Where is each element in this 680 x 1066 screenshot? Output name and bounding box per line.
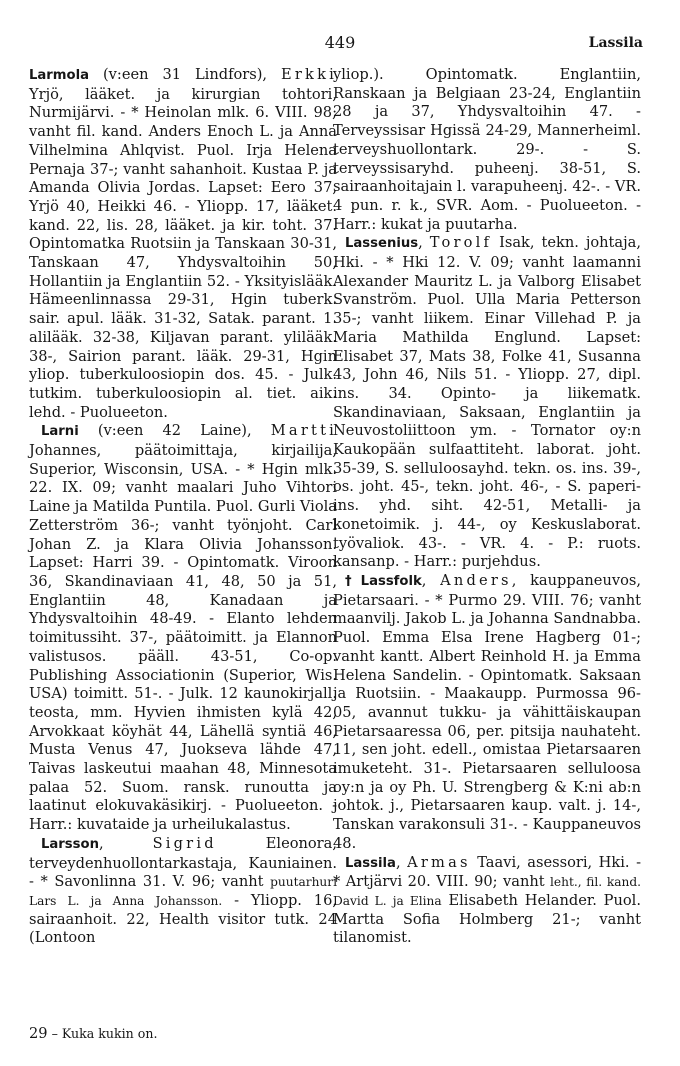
entry-text: yliop.). Opintomatk. Englantiin, Ranskaan ja Belgiaan 23-24, Englantiin 28 ja 37, Yhdysvaltoihin 47. - Terveyssisar Hgissä 24-29, Mannerheiml. terveyshuollontark. 29-. - S. terveyssisaryhd. puheenj. 38-51, S. sairaanhoitajain l. varapuheenj. 42-. - VR. 4 pun. r. k., SVR. Aom. - Puolueeton. - Harr.: kukat ja puutarha. [333, 66, 641, 233]
entry-text: , kauppaneuvos, Pietarsaari. - * Purmo 29. VIII. 76; vanht maanvilj. Jakob L. ja Johanna Sandnabba. Puol. Emma Elsa Irene Hagberg 01-; vanht kantt. Albert Reinhold H. ja Emma Helena Sandelin. - Opintomatk. Saksaan ja Ruotsiin. - Maakaupp. Purmossa 96-05, avannut tukku- ja vähittäiskaupan Pietarsaaressa 06, per. pitsija nauhateht. 11, sen joht. edell., omistaa Pietarsaaren imuketeht. 31-. Pietarsaaren selluloosa oy:n ja oy Ph. U. Strengberg & K:ni ab:n johtok. j., Pietarsaaren kaup. valt. j. 14-, Tanskan varakonsuli 31-. - Kauppaneuvos 48. [333, 571, 641, 852]
entry-name: Larmola [29, 68, 90, 83]
entry-name: Larni [41, 424, 79, 440]
entry-separator: , [421, 571, 441, 589]
entry-given-name: Martti [270, 422, 337, 440]
entry-text: Johannes, päätoimittaja, kirjailija, Superior, Wisconsin, USA. - * Hgin mlk. 22. IX. 09; vanht maalari Juho Vihtori Laine ja Matilda Puntila. Puol. Gurli Viola Zetterström 36-; vanht työnjoht. Carl Johan Z. ja Klara Olivia Johansson. Lapset: Harri 39. - Opintomatk. Viroon 36, Skandinaviaan 41, 48, 50 ja 51, Englantiin 48, Kanadaan ja Yhdysvaltoihin 48-49. - Elanto lehden toimitussiht. 37-, päätoimitt. ja Elannon valistusos. pääll. 43-51, Co-op. Publishing Associationin (Superior, Wis. USA) toimitt. 51-. - Julk. 12 kaunokirjall. teosta, mm. Hyvien ihmisten kylä 42, Arvokkaat köyhät 44, Lähellä syntiä 46, Musta Venus 47, Juokseva lähde 47, Taivas laskeutui maahan 48, Minnesota palaa 52. Suom. ransk. runoutta ja laatinut elokuvakäsikirj. - Puolueeton. - Harr.: kuvataide ja urheilukalastus. [29, 442, 337, 834]
entry-text-small: puutarhuri Lars L. ja Anna Johansson. [29, 875, 337, 908]
printer-signature [29, 1025, 157, 1042]
entry-text-continued: Elisabeth Helander. Puol. Martta Sofia Holmberg 21-; vanht tilanomist. [333, 891, 641, 947]
entry-text-small: leht., fil. kand. David L. ja Elina [333, 875, 642, 908]
entry-separator: , [98, 834, 153, 852]
entry-lassfolk [333, 572, 641, 854]
entry-larsson [29, 835, 337, 948]
signature-number: 29 [29, 1025, 48, 1042]
entry-given-name: Torolf [429, 234, 493, 252]
running-head: Lassila [588, 35, 643, 51]
entry-lassila [333, 854, 641, 949]
entry-text: Taavi, asessori, Hki. - * Artjärvi 20. VIII. 90; vanht [333, 853, 641, 891]
entry-lassenius [333, 234, 641, 572]
entry-separator: , [395, 853, 408, 871]
entry-given-name: Erkki [281, 66, 337, 83]
page-number: 449 [324, 33, 356, 52]
signature-text: – Kuka kukin on. [47, 1026, 158, 1041]
entry-text: Eleonora, terveydenhuollontarkastaja, Kauniainen. - * Savonlinna 31. V. 96; vanht [29, 834, 338, 891]
entry-text-continued: - Yliopp. 16, sairaanhoit. 22, Health visitor tutk. 24 (Lontoon [29, 891, 337, 947]
entry-given-name: Armas [407, 853, 471, 871]
entry-continuation [333, 66, 641, 234]
entry-given-name: Anders [440, 571, 512, 589]
entry-text: Isak, tekn. johtaja, Hki. - * Hki 12. V. 09; vanht laamanni Alexander Mauritz L. ja Valborg Elisabet Svanström. Puol. Ulla Maria Petterson 35-; vanht liikem. Einar Villehad P. ja Maria Mathilda Englund. Lapset: Elisabet 37, Mats 38, Folke 41, Susanna 43, John 46, Nils 51. - Yliopp. 27, dipl. ins. 34. Opinto- ja liikematk. Skandinaviaan, Saksaan, Englantiin ja Neuvostoliittoon ym. - Tornator oy:n Kaukopään sulfaattiteht. laborat. joht. 35-39, S. selluloosayhd. tekn. os. ins. 39-, os. joht. 45-, tekn. joht. 46-, - S. paperi-ins. yhd. siht. 42-51, Metalli- ja konetoimik. j. 44-, oy Keskuslaborat. työvaliok. 43-. - VR. 4. - P.: ruots. kansanp. - Harr.: purjehdus. [333, 234, 641, 571]
entry-alias: (v:een 42 Laine), [78, 422, 271, 440]
entry-text: Yrjö, lääket. ja kirurgian tohtori, Nurmijärvi. - * Heinolan mlk. 6. VIII. 98; vanht fil. kand. Anders Enoch L. ja Anna Vilhelmina Ahlqvist. Puol. Irja Helena Pernaja 37-; vanht sahanhoit. Kustaa P. ja Amanda Olivia Jordas. Lapset: Eero 37, Yrjö 40, Heikki 46. - Yliopp. 17, lääket. kand. 22, lis. 28, lääket. ja kir. toht. 37. Opintomatka Ruotsiin ja Tanskaan 30-31, Tanskaan 47, Yhdysvaltoihin 50, Hollantiin ja Englantiin 52. - Yksityislääk. Hämeenlinnassa 29-31, Hgin tuberk. sair. apul. lääk. 31-32, Satak. parant. 1. alilääk. 32-38, Kiljavan parant. ylilääk. 38-, Sairion parant. lääk. 29-31, Hgin yliop. tuberkuloosiopin dos. 45. - Julk. tutkim. tuberkuloosiopin al. tiet. aik. lehd. - Puolueeton. [29, 85, 337, 421]
right-column [333, 66, 641, 948]
entry-name: Larsson [41, 836, 99, 852]
left-column [29, 66, 337, 948]
entry-given-name: Sigrid [152, 834, 217, 852]
entry-name: Lassila [345, 855, 396, 871]
entry-alias: (v:een 31 Lindfors), [89, 66, 282, 83]
entry-larmola [29, 66, 337, 422]
entry-larni [29, 422, 337, 834]
entry-separator: , [418, 234, 430, 252]
entry-name: †Lassfolk [345, 573, 422, 589]
entry-name: Lassenius [345, 236, 419, 252]
